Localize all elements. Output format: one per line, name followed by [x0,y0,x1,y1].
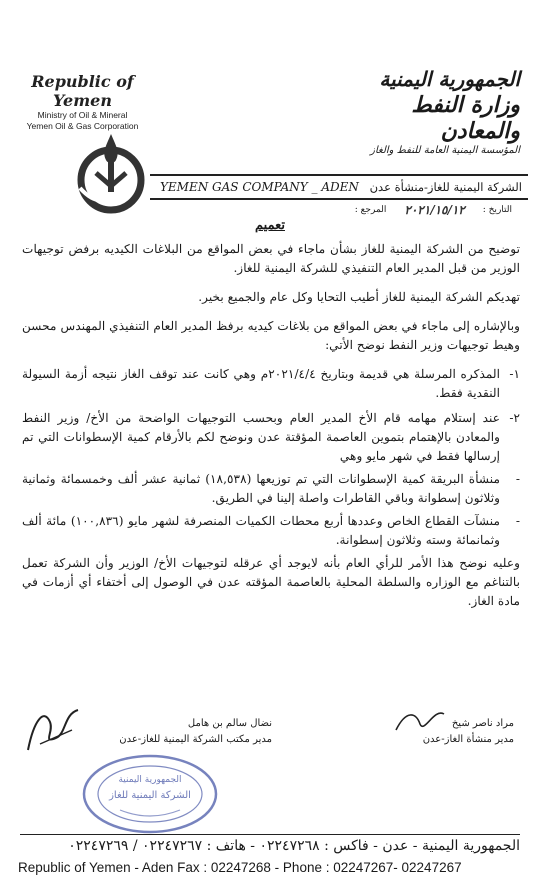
signatory-title: مدير منشأة الغاز-عدن [422,734,514,745]
signature-scribble-left-icon [20,700,90,760]
list-item-number: ١- [509,367,520,381]
signature-block-right [404,716,514,748]
list-item-number: - [515,514,520,528]
date-reference-row [268,203,512,217]
letterhead-arabic [350,66,520,158]
reference-label: المرجع : [354,205,387,215]
closing-paragraph: وعليه نوضح هذا الأمر للرأي العام بأنه لايوجد أي عرقله لتوجيهات الأخ/ الوزير وأن الشركة تعمل بالتناغم مع الوزاره والسلطة المحلية بالعاصمة المؤقته عدن في الوصول إلى أختفاء أي أزمات في مادة الغاز. [22,556,520,608]
list-item-text: عند إستلام مهامه قام الأخ المدير العام وبحسب التوجيهات الواضحة من الأخ/ وزير النفط والمعادن بالإهتمام بتموين العاصمة المؤقتة عدن ونوضح لكم بالأرقام كمية الإسطوانات التي تم إرسالها فقط في شهر مايو وهي [22,411,500,463]
list-item [22,365,520,403]
letterhead-ar-corp: المؤسسة اليمنية العامة للنفط والغاز [370,145,520,156]
list-item-text: منشأة البريقة كمية الإسطوانات التي تم توزيعها (١٨,٥٣٨) ثمانية عشر ألف وخمسمائة وثمانية وثلاثون إسطوانة وباقي القاطرات واصلة إلينا في الطريق. [22,472,500,505]
letterhead-en-title: Republic of Yemen [31,72,134,110]
greeting-paragraph: تهديكم الشركة اليمنية للغاز أطيب التحايا وكل عام والجميع بخير. [198,290,520,304]
reference-paragraph: وبالإشاره إلى ماجاء في بعض المواقع من بلاغات كيديه برفظ المدير العام التنفيذي المهندس محسن وهيط توجيهات وزير النفط نوضح الأتي: [22,319,520,352]
letterhead-en-corp: Yemen Oil & Gas Corporation [26,121,139,131]
company-name-ar: الشركة اليمنية للغاز-منشأة عدن [369,180,522,194]
list-item [22,512,520,550]
list-item-number: - [515,472,520,486]
list-item-text: منشآت القطاع الخاص وعددها أربع محطات الكميات المنصرفة لشهر مايو (١٠٠,٨٣٦) مائة ألف وثمانمائة وسته وثلاثون إسطوانة. [22,514,500,547]
list-item [22,409,520,466]
footer-arabic: الجمهورية اليمنية - عدن - فاكس : ٠٢٢٤٧٢٦٨ - هاتف : ٠٢٢٤٧٢٦٧ / ٠٢٢٤٧٢٦٩ [68,838,520,854]
company-logo-icon [66,128,156,218]
official-stamp-icon [80,752,220,836]
letterhead-en-ministry: Ministry of Oil & Mineral [37,110,128,120]
signatory-name: مراد ناصر شيخ [451,718,514,729]
list-item-number: ٢- [509,411,520,425]
date-label: التاريخ : [482,205,512,215]
signatory-name: نضال سالم بن هامل [187,718,272,729]
letterhead-english [20,72,145,132]
list-item [22,470,520,508]
company-banner [150,174,528,200]
footer-english: Republic of Yemen - Aden Fax : 02247268 - Phone : 02247267- 02247267 [18,860,462,875]
stamp-line-1: الجمهورية اليمنية [118,775,182,785]
signature-block-left [112,716,272,748]
intro-paragraph: توضيح من الشركة اليمنية للغاز بشأن ماجاء في بعض المواقع من البلاغات الكيديه برفض توجيهات الوزير من قبل المدير العام التنفيذي للشركة اليمنية للغاز. [22,242,520,275]
company-name-en: YEMEN GAS COMPANY _ ADEN [160,180,359,194]
stamp-line-2: الشركة اليمنية للغاز [109,790,191,801]
letter-body [22,240,520,621]
subject-heading: تعميم [255,218,285,233]
letterhead-ar-ministry: وزارة النفط والمعادن [411,92,520,144]
date-value: ٢٠٢١/١٥/١٢ [404,203,465,217]
footer-divider [20,834,520,835]
list-item-text: المذكره المرسلة هي قديمة وبتاريخ ٢٠٢١/٤/٤م وهي كانت عند توقف الغاز نتيجه أزمة السيولة النقدية فقط. [22,367,500,400]
signatory-title: مدير مكتب الشركة اليمنية للغاز-عدن [119,734,272,745]
letterhead-ar-title: الجمهورية اليمنية [379,67,520,91]
